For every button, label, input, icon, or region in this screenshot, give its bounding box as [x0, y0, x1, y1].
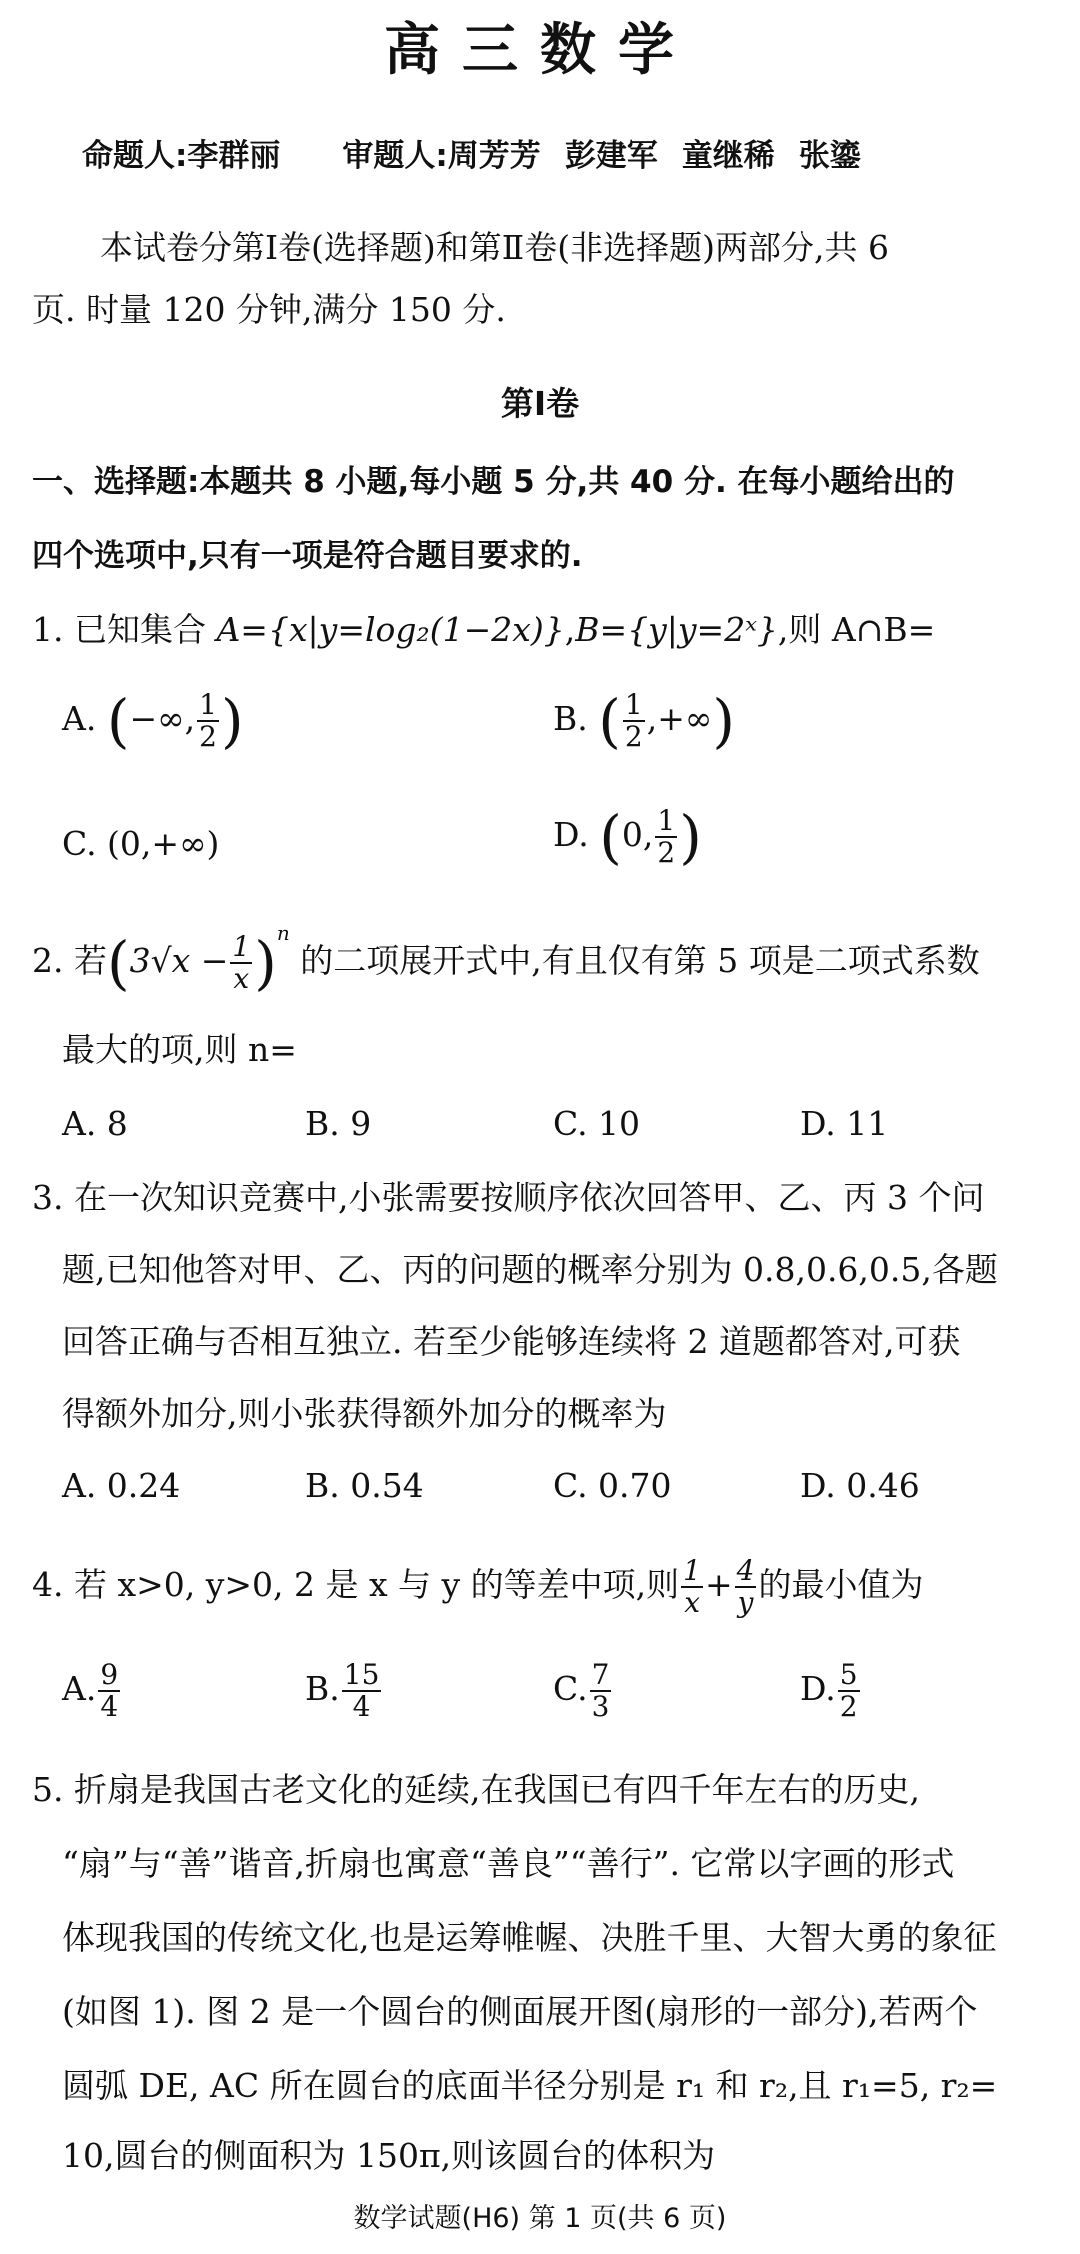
author-setter: 命题人:李群丽 — [82, 138, 281, 174]
q2-option-c: C. 10 — [553, 1104, 641, 1143]
q4-option-c: C. $\frac{7}{3}$ — [553, 1658, 610, 1723]
intro-line-1: 本试卷分第Ⅰ卷(选择题)和第Ⅱ卷(非选择题)两部分,共 6 — [100, 228, 889, 267]
author-reviewer-2: 彭建军 — [564, 138, 658, 174]
q1-option-b-fraction: $\frac{1}{2}$ — [624, 688, 643, 753]
q2-line-2: 最大的项,则 n= — [62, 1030, 297, 1069]
exam-title: 高三数学 — [384, 18, 696, 83]
q2-exponent: n — [276, 921, 290, 945]
author-reviewer-4: 张鎏 — [798, 138, 861, 174]
page-footer: 数学试题(H6) 第 1 页(共 6 页) — [353, 2203, 727, 2234]
q4-option-b: B. $\frac{15}{4}$ — [305, 1658, 380, 1723]
q2-option-b: B. 9 — [305, 1104, 372, 1143]
q3-line-3: 回答正确与否相互独立. 若至少能够连续将 2 道题都答对,可获 — [62, 1322, 961, 1361]
q1-stem: 1. 已知集合 A={x|y=log₂(1−2x)},B={y|y=2ˣ},则 A∩B= — [32, 610, 936, 649]
q3-option-b: B. 0.54 — [305, 1466, 424, 1505]
q3-option-d: D. 0.46 — [800, 1466, 920, 1505]
author-reviewer: 审题人:周芳芳 — [342, 138, 541, 174]
q5-line-6: 10,圆台的侧面积为 150π,则该圆台的体积为 — [62, 2136, 716, 2175]
q1-option-c: C. (0,+∞) — [62, 824, 220, 863]
q3-line-1: 3. 在一次知识竞赛中,小张需要按顺序依次回答甲、乙、丙 3 个问 — [32, 1178, 985, 1217]
q5-line-2: “扇”与“善”谐音,折扇也寓意“善良”“善行”. 它常以字画的形式 — [62, 1844, 955, 1883]
q4-option-a: A. $\frac{9}{4}$ — [62, 1658, 119, 1723]
q2-stem: 2. 若(3√x − $\frac{1}{x}$ )$^n$ 的二项展开式中,有且仅有第 5 项是二项式系数 — [32, 921, 980, 997]
intro-line-2: 页. 时量 120 分钟,满分 150 分. — [32, 290, 506, 329]
q3-line-2: 题,已知他答对甲、乙、丙的问题的概率分别为 0.8,0.6,0.5,各题 — [62, 1250, 998, 1289]
q1-set-a: A={x|y=log₂(1−2x)} — [216, 610, 565, 649]
q1-option-b: B. ( $\frac{1}{2}$ ,+∞) — [553, 687, 735, 755]
section-title: 第Ⅰ卷 — [500, 384, 580, 423]
q5-line-5: 圆弧 DE, AC 所在圆台的底面半径分别是 r₁ 和 r₂,且 r₁=5, r₂= — [62, 2066, 998, 2105]
q3-option-a: A. 0.24 — [62, 1466, 181, 1505]
q3-line-4: 得额外加分,则小张获得额外加分的概率为 — [62, 1394, 667, 1433]
q5-line-4: (如图 1). 图 2 是一个圆台的侧面展开图(扇形的一部分),若两个 — [62, 1992, 978, 2031]
q4-fraction-2: $\frac{4}{y}$ — [736, 1554, 755, 1619]
q5-line-3: 体现我国的传统文化,也是运筹帷幄、决胜千里、大智大勇的象征 — [62, 1918, 997, 1957]
q2-fraction: $\frac{1}{x}$ — [232, 930, 251, 995]
section-heading-line-1: 一、选择题:本题共 8 小题,每小题 5 分,共 40 分. 在每小题给出的 — [32, 464, 955, 500]
section-heading-line-2: 四个选项中,只有一项是符合题目要求的. — [32, 538, 583, 574]
author-line — [82, 130, 885, 175]
q5-line-1: 5. 折扇是我国古老文化的延续,在我国已有四千年左右的历史, — [32, 1770, 920, 1809]
q1-option-d-fraction: $\frac{1}{2}$ — [657, 804, 676, 869]
q4-stem: 4. 若 x>0, y>0, 2 是 x 与 y 的等差中项,则 $\frac{1}{x}$ + $\frac{4}{y}$ 的最小值为 — [32, 1554, 924, 1619]
q2-expression: 3√x − — [129, 941, 229, 980]
q1-set-b: B={y|y=2ˣ} — [575, 610, 778, 649]
q2-option-a: A. 8 — [62, 1104, 128, 1143]
q1-option-a-fraction: $\frac{1}{2}$ — [199, 688, 217, 753]
q1-option-a: A. (−∞, $\frac{1}{2}$ ) — [62, 687, 244, 755]
q4-option-d: D. $\frac{5}{2}$ — [800, 1658, 858, 1723]
q2-option-d: D. 11 — [800, 1104, 889, 1143]
q4-fraction-1: $\frac{1}{x}$ — [683, 1554, 701, 1619]
q3-option-c: C. 0.70 — [553, 1466, 672, 1505]
q1-option-d: D. (0, $\frac{1}{2}$ ) — [553, 803, 702, 871]
author-reviewer-3: 童继稀 — [681, 138, 775, 174]
